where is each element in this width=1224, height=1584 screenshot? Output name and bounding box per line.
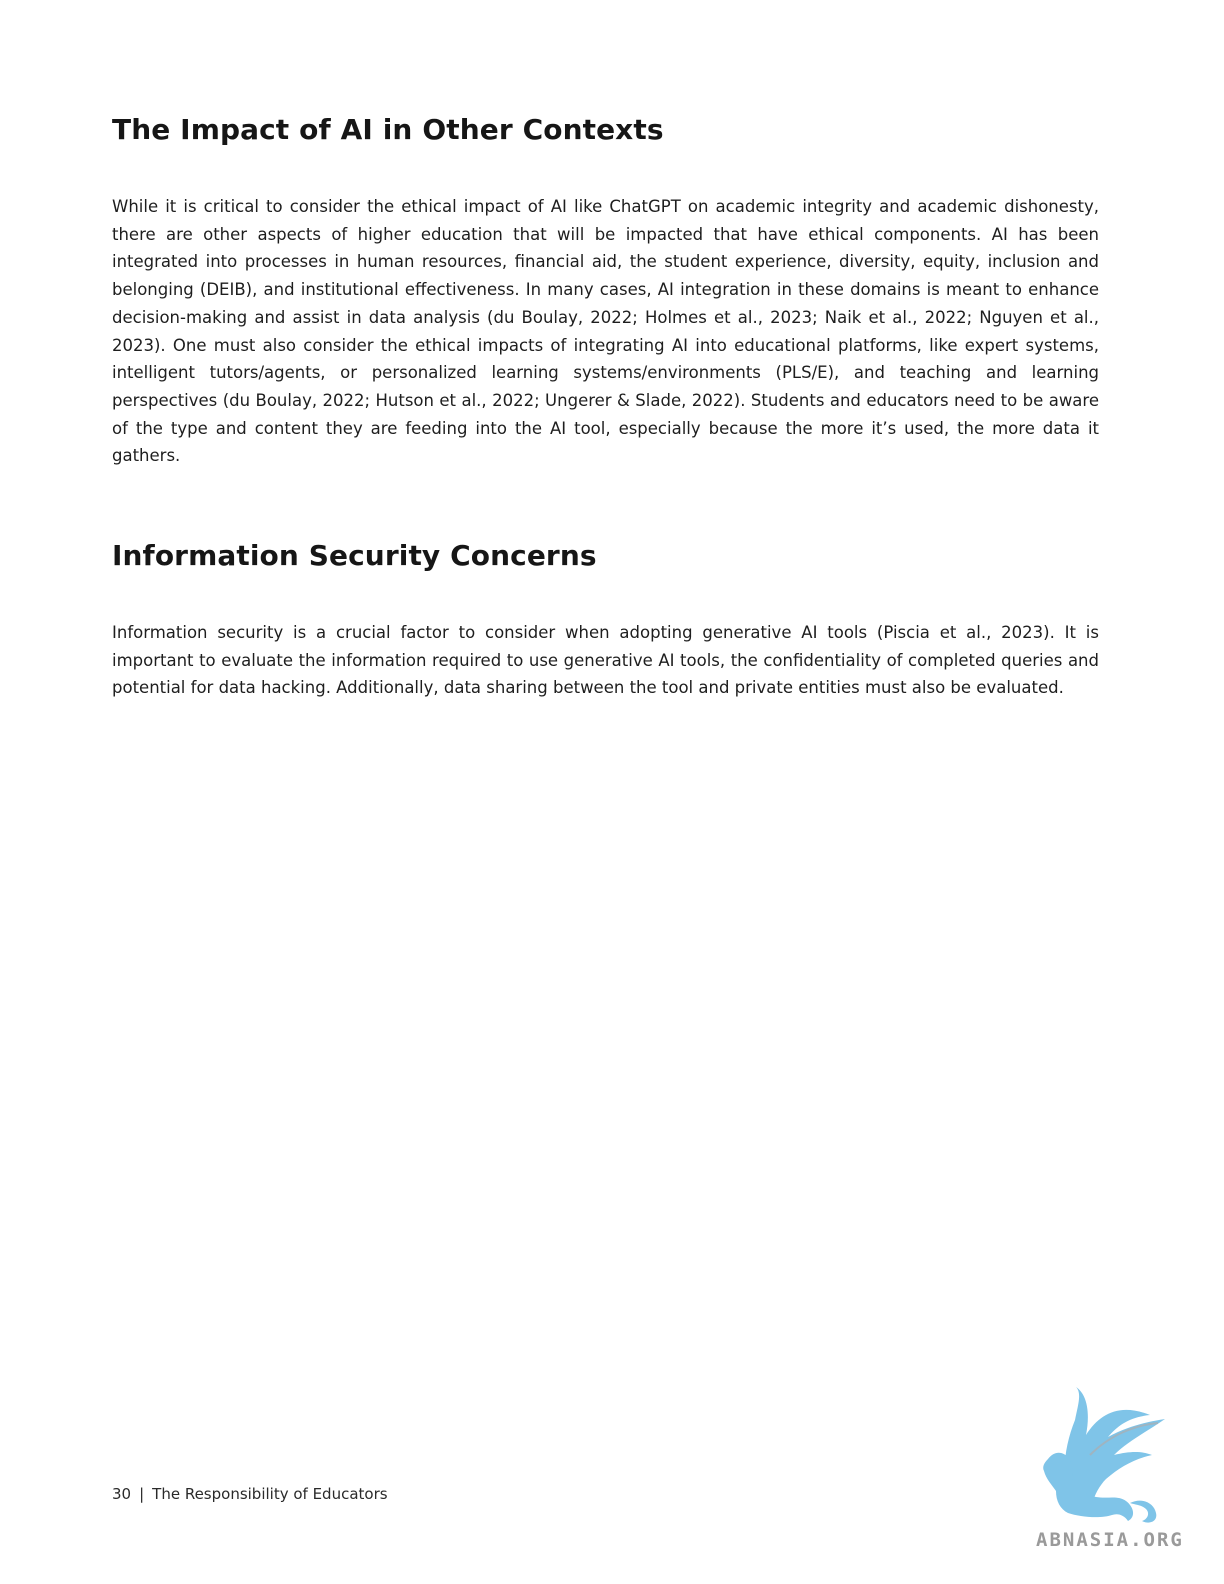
griffin-logo-icon: [1030, 1385, 1210, 1525]
section-heading-impact: The Impact of AI in Other Contexts: [112, 113, 664, 146]
page-footer: [112, 1485, 388, 1503]
page-content: [112, 108, 1099, 702]
footer-separator: |: [139, 1485, 145, 1503]
page-number: 30: [112, 1485, 132, 1503]
section-paragraph-impact: While it is critical to consider the ethical impact of AI like ChatGPT on academic integrity and academic dishonesty, there are other aspects of higher education that will be impacted that have ethical components. AI has been integrated into processes in human resources, financial aid, the student experience, diversity, equity, inclusion and belonging (DEIB), and institutional effectiveness. In many cases, AI integration in these domains is meant to enhance decision-making and assist in data analysis (du Boulay, 2022; Holmes et al., 2023; Naik et al., 2022; Nguyen et al., 2023). One must also consider the ethical impacts of integrating AI into educational platforms, like expert systems, intelligent tutors/agents, or personalized learning systems/environments (PLS/E), and teaching and learning perspectives (du Boulay, 2022; Hutson et al., 2022; Ungerer & Slade, 2022). Students and educators need to be aware of the type and content they are feeding into the AI tool, especially because the more it’s used, the more data it gathers.: [112, 197, 1099, 466]
section-heading-security: Information Security Concerns: [112, 539, 597, 573]
watermark: [1030, 1385, 1210, 1555]
section-paragraph-security: Information security is a crucial factor to consider when adopting generative AI tools (Piscia et al., 2023). It is important to evaluate the information required to use generative AI tools, the confidentiality of completed queries and potential for data hacking. Additionally, data sharing between the tool and private entities must also be evaluated.: [112, 623, 1099, 698]
running-title: The Responsibility of Educators: [152, 1485, 388, 1503]
watermark-text: ABNASIA.ORG: [1036, 1529, 1184, 1551]
